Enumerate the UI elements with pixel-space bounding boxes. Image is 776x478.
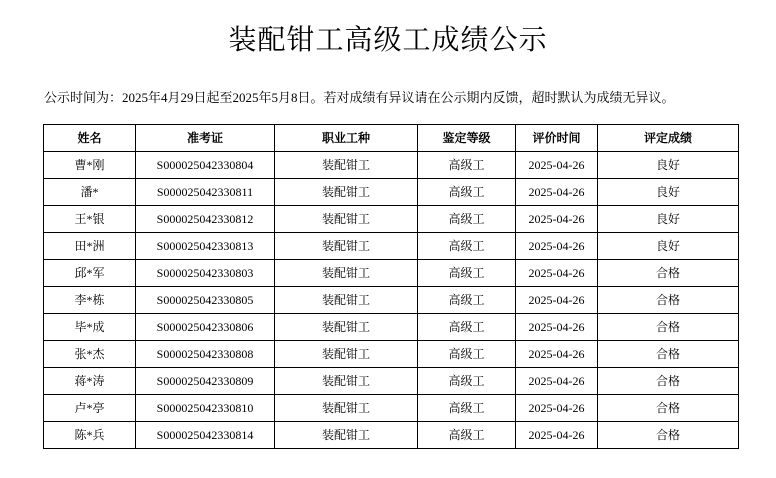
header-grade-level: 鉴定等级 [418, 125, 516, 152]
cell-occupation: 装配钳工 [275, 233, 418, 260]
header-evaluation-date: 评价时间 [516, 125, 598, 152]
cell-evaluation-date: 2025-04-26 [516, 395, 598, 422]
cell-grade-level: 高级工 [418, 287, 516, 314]
cell-occupation: 装配钳工 [275, 287, 418, 314]
cell-ticket-number: S000025042330806 [136, 314, 275, 341]
cell-ticket-number: S000025042330811 [136, 179, 275, 206]
cell-evaluation-date: 2025-04-26 [516, 206, 598, 233]
cell-occupation: 装配钳工 [275, 260, 418, 287]
cell-result: 良好 [598, 152, 739, 179]
header-row [44, 125, 739, 152]
cell-name: 曹*刚 [44, 152, 136, 179]
cell-evaluation-date: 2025-04-26 [516, 314, 598, 341]
cell-ticket-number: S000025042330805 [136, 287, 275, 314]
table-row [44, 179, 739, 206]
cell-name: 蒋*涛 [44, 368, 136, 395]
cell-occupation: 装配钳工 [275, 179, 418, 206]
table-header [44, 125, 739, 152]
cell-ticket-number: S000025042330814 [136, 422, 275, 449]
table-row [44, 341, 739, 368]
cell-occupation: 装配钳工 [275, 152, 418, 179]
cell-grade-level: 高级工 [418, 179, 516, 206]
cell-name: 李*栋 [44, 287, 136, 314]
results-table [43, 124, 739, 449]
cell-name: 邱*军 [44, 260, 136, 287]
cell-name: 田*洲 [44, 233, 136, 260]
cell-evaluation-date: 2025-04-26 [516, 287, 598, 314]
cell-name: 毕*成 [44, 314, 136, 341]
cell-ticket-number: S000025042330804 [136, 152, 275, 179]
cell-name: 张*杰 [44, 341, 136, 368]
table-row [44, 152, 739, 179]
header-result: 评定成绩 [598, 125, 739, 152]
cell-ticket-number: S000025042330812 [136, 206, 275, 233]
cell-evaluation-date: 2025-04-26 [516, 152, 598, 179]
cell-grade-level: 高级工 [418, 341, 516, 368]
cell-result: 合格 [598, 287, 739, 314]
cell-result: 合格 [598, 341, 739, 368]
cell-evaluation-date: 2025-04-26 [516, 422, 598, 449]
cell-ticket-number: S000025042330809 [136, 368, 275, 395]
cell-occupation: 装配钳工 [275, 395, 418, 422]
cell-result: 合格 [598, 314, 739, 341]
cell-evaluation-date: 2025-04-26 [516, 233, 598, 260]
page-title: 装配钳工高级工成绩公示 [228, 25, 548, 56]
table-body [44, 152, 739, 449]
cell-result: 合格 [598, 395, 739, 422]
publication-notice: 公示时间为：2025年4月29日起至2025年5月8日。若对成绩有异议请在公示期内反馈，超时默认为成绩无异议。 [44, 90, 675, 105]
cell-occupation: 装配钳工 [275, 422, 418, 449]
cell-grade-level: 高级工 [418, 233, 516, 260]
cell-evaluation-date: 2025-04-26 [516, 179, 598, 206]
header-occupation: 职业工种 [275, 125, 418, 152]
cell-result: 合格 [598, 368, 739, 395]
cell-evaluation-date: 2025-04-26 [516, 341, 598, 368]
cell-grade-level: 高级工 [418, 314, 516, 341]
table-row [44, 395, 739, 422]
cell-occupation: 装配钳工 [275, 206, 418, 233]
cell-ticket-number: S000025042330810 [136, 395, 275, 422]
cell-ticket-number: S000025042330808 [136, 341, 275, 368]
table-row [44, 422, 739, 449]
table-row [44, 287, 739, 314]
table-row [44, 368, 739, 395]
cell-ticket-number: S000025042330813 [136, 233, 275, 260]
cell-occupation: 装配钳工 [275, 341, 418, 368]
cell-name: 潘* [44, 179, 136, 206]
cell-result: 良好 [598, 179, 739, 206]
header-ticket-number: 准考证 [136, 125, 275, 152]
table-row [44, 260, 739, 287]
cell-grade-level: 高级工 [418, 368, 516, 395]
cell-evaluation-date: 2025-04-26 [516, 260, 598, 287]
cell-result: 良好 [598, 233, 739, 260]
cell-ticket-number: S000025042330803 [136, 260, 275, 287]
cell-grade-level: 高级工 [418, 422, 516, 449]
cell-grade-level: 高级工 [418, 152, 516, 179]
cell-name: 陈*兵 [44, 422, 136, 449]
cell-occupation: 装配钳工 [275, 314, 418, 341]
cell-name: 卢*亭 [44, 395, 136, 422]
cell-grade-level: 高级工 [418, 206, 516, 233]
cell-evaluation-date: 2025-04-26 [516, 368, 598, 395]
cell-occupation: 装配钳工 [275, 368, 418, 395]
cell-result: 合格 [598, 260, 739, 287]
header-name: 姓名 [44, 125, 136, 152]
cell-name: 王*银 [44, 206, 136, 233]
cell-grade-level: 高级工 [418, 395, 516, 422]
cell-result: 合格 [598, 422, 739, 449]
table-row [44, 314, 739, 341]
table-row [44, 233, 739, 260]
cell-grade-level: 高级工 [418, 260, 516, 287]
cell-result: 良好 [598, 206, 739, 233]
table-row [44, 206, 739, 233]
